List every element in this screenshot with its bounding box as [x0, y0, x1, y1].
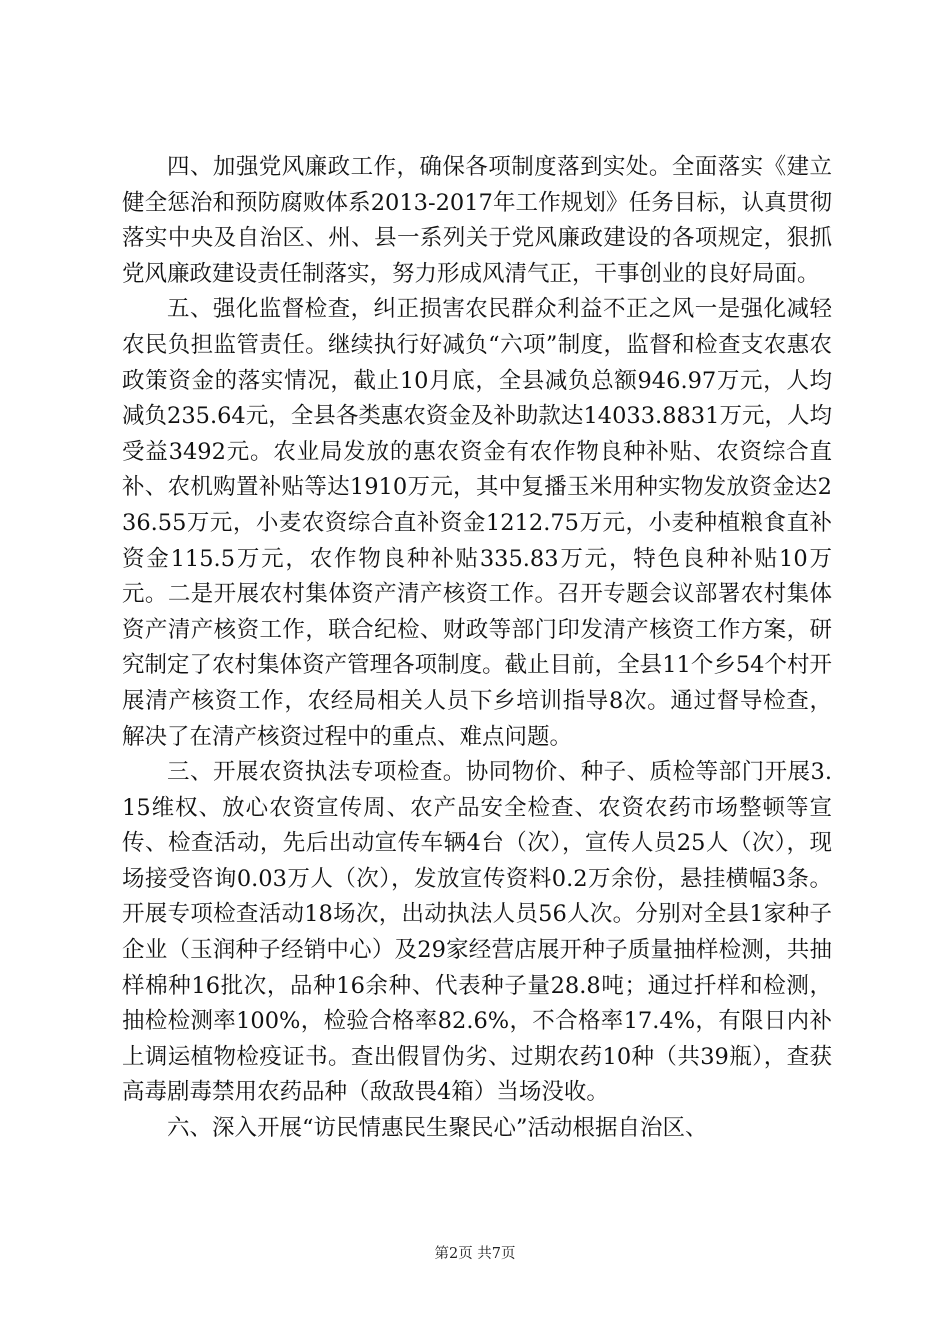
- page-number-indicator: 第2页 共7页: [434, 1246, 516, 1262]
- paragraph-visit-people-activity: 六、深入开展“访民情惠民生聚民心”活动根据自治区、: [167, 1115, 708, 1142]
- paragraph-supervision-inspection: 五、强化监督检查，纠正损害农民群众利益不正之风一是强化减轻农民负担监管责任。继续执行好减负“六项”制度，监督和检查支农惠农政策资金的落实情况，截止10月底，全县减负总额946.97万元，人均减负235.64元，全县各类惠农资金及补助款达14033.8831万元，人均受益3492元。农业局发放的惠农资金有农作物良种补贴、农资综合直补、农机购置补贴等达1910万元，其中复播玉米用种实物发放资金达236.55万元，小麦农资综合直补资金1212.75万元，小麦种植粮食直补资金115.5万元，农作物良种补贴335.83万元，特色良种补贴10万元。二是开展农村集体资产清产核资工作。召开专题会议部署农村集体资产清产核资工作，联合纪检、财政等部门印发清产核资工作方案，研究制定了农村集体资产管理各项制度。截止目前，全县11个乡54个村开展清产核资工作，农经局相关人员下乡培训指导8次。通过督导检查，解决了在清产核资过程中的重点、难点问题。: [122, 296, 832, 750]
- page-footer: [0, 1242, 950, 1263]
- document-body: [122, 150, 832, 1147]
- paragraph-agricultural-law-enforcement: 三、开展农资执法专项检查。协同物价、种子、质检等部门开展3.15维权、放心农资宣传周、农产品安全检查、农资农药市场整顿等宣传、检查活动，先后出动宣传车辆4台（次），宣传人员25人（次），现场接受咨询0.03万人（次），发放宣传资料0.2万余份，悬挂横幅3条。开展专项检查活动18场次，出动执法人员56人次。分别对全县1家种子企业（玉润种子经销中心）及29家经营店展开种子质量抽样检测，共抽样棉种16批次，品种16余种、代表种子量28.8吨；通过扦样和检测，抽检检测率100%，检验合格率82.6%，不合格率17.4%，有限日内补上调运植物检疫证书。查出假冒伪劣、过期农药10种（共39瓶），查获高毒剧毒禁用农药品种（敌敌畏4箱）当场没收。: [122, 759, 832, 1106]
- paragraph-party-integrity: 四、加强党风廉政工作，确保各项制度落到实处。全面落实《建立健全惩治和预防腐败体系2013-2017年工作规划》任务目标，认真贯彻落实中央及自治区、州、县一系列关于党风廉政建设的各项规定，狠抓党风廉政建设责任制落实，努力形成风清气正，干事创业的良好局面。: [122, 154, 832, 287]
